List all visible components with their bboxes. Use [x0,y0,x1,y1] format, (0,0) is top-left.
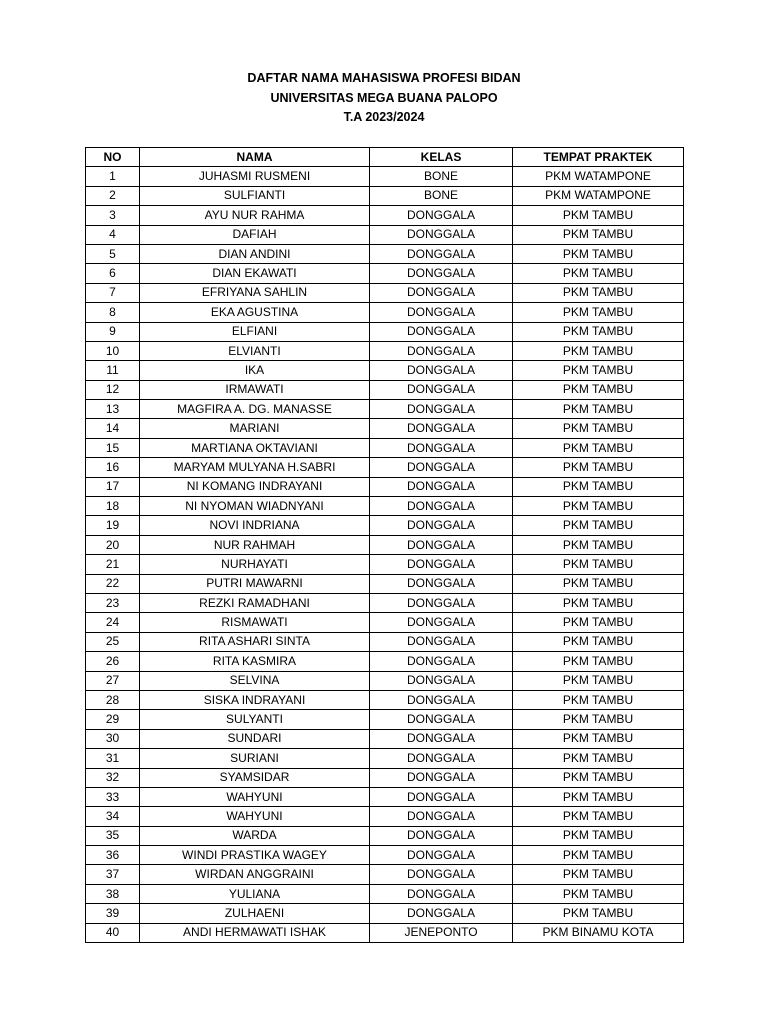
cell-no: 6 [86,264,140,283]
column-header-no: NO [86,148,140,167]
cell-kelas: DONGGALA [370,884,513,903]
cell-no: 3 [86,206,140,225]
table-row [86,690,684,709]
cell-nama: ZULHAENI [140,904,370,923]
cell-no: 24 [86,613,140,632]
cell-kelas: DONGGALA [370,671,513,690]
cell-kelas: DONGGALA [370,535,513,554]
cell-no: 2 [86,186,140,205]
cell-no: 10 [86,341,140,360]
cell-nama: SULFIANTI [140,186,370,205]
cell-tempat-praktek: PKM TAMBU [513,807,684,826]
cell-kelas: DONGGALA [370,749,513,768]
cell-no: 21 [86,555,140,574]
cell-kelas: DONGGALA [370,593,513,612]
table-row [86,400,684,419]
cell-no: 38 [86,884,140,903]
table-row [86,613,684,632]
table-row [86,865,684,884]
cell-no: 5 [86,244,140,263]
cell-nama: YULIANA [140,884,370,903]
cell-nama: WIRDAN ANGGRAINI [140,865,370,884]
cell-no: 7 [86,283,140,302]
table-row [86,497,684,516]
cell-no: 16 [86,458,140,477]
table-row [86,419,684,438]
table-row [86,303,684,322]
table-row [86,787,684,806]
cell-kelas: DONGGALA [370,574,513,593]
table-row [86,322,684,341]
cell-nama: SUNDARI [140,729,370,748]
table-row [86,477,684,496]
cell-nama: JUHASMI RUSMENI [140,167,370,186]
cell-no: 14 [86,419,140,438]
cell-tempat-praktek: PKM BINAMU KOTA [513,923,684,942]
cell-kelas: DONGGALA [370,787,513,806]
cell-no: 40 [86,923,140,942]
cell-kelas: DONGGALA [370,400,513,419]
cell-kelas: DONGGALA [370,283,513,302]
cell-nama: PUTRI MAWARNI [140,574,370,593]
cell-nama: AYU NUR RAHMA [140,206,370,225]
cell-nama: WAHYUNI [140,807,370,826]
table-row [86,807,684,826]
cell-tempat-praktek: PKM TAMBU [513,729,684,748]
cell-nama: SULYANTI [140,710,370,729]
cell-kelas: DONGGALA [370,361,513,380]
cell-tempat-praktek: PKM TAMBU [513,826,684,845]
cell-nama: SURIANI [140,749,370,768]
table-row [86,341,684,360]
cell-kelas: DONGGALA [370,264,513,283]
cell-tempat-praktek: PKM TAMBU [513,438,684,457]
cell-nama: DAFIAH [140,225,370,244]
cell-tempat-praktek: PKM TAMBU [513,341,684,360]
table-row [86,652,684,671]
cell-kelas: DONGGALA [370,380,513,399]
cell-tempat-praktek: PKM TAMBU [513,380,684,399]
cell-nama: DIAN EKAWATI [140,264,370,283]
cell-no: 31 [86,749,140,768]
cell-kelas: DONGGALA [370,710,513,729]
cell-tempat-praktek: PKM TAMBU [513,846,684,865]
cell-kelas: DONGGALA [370,322,513,341]
cell-nama: RITA KASMIRA [140,652,370,671]
cell-tempat-praktek: PKM TAMBU [513,555,684,574]
table-row [86,206,684,225]
cell-nama: RISMAWATI [140,613,370,632]
cell-no: 26 [86,652,140,671]
cell-kelas: DONGGALA [370,341,513,360]
cell-nama: ELVIANTI [140,341,370,360]
cell-nama: WAHYUNI [140,787,370,806]
cell-no: 39 [86,904,140,923]
university-name: UNIVERSITAS MEGA BUANA PALOPO [270,91,498,105]
cell-tempat-praktek: PKM TAMBU [513,206,684,225]
cell-kelas: DONGGALA [370,555,513,574]
cell-tempat-praktek: PKM TAMBU [513,613,684,632]
table-row [86,846,684,865]
cell-tempat-praktek: PKM TAMBU [513,516,684,535]
table-row [86,749,684,768]
cell-kelas: DONGGALA [370,846,513,865]
cell-kelas: BONE [370,167,513,186]
cell-tempat-praktek: PKM TAMBU [513,225,684,244]
cell-nama: REZKI RAMADHANI [140,593,370,612]
cell-no: 1 [86,167,140,186]
cell-no: 9 [86,322,140,341]
cell-kelas: DONGGALA [370,303,513,322]
cell-nama: NOVI INDRIANA [140,516,370,535]
cell-tempat-praktek: PKM TAMBU [513,865,684,884]
table-row [86,923,684,942]
cell-no: 37 [86,865,140,884]
cell-kelas: DONGGALA [370,690,513,709]
cell-nama: MARYAM MULYANA H.SABRI [140,458,370,477]
table-row [86,671,684,690]
cell-kelas: DONGGALA [370,613,513,632]
cell-kelas: DONGGALA [370,225,513,244]
cell-nama: EKA AGUSTINA [140,303,370,322]
cell-no: 11 [86,361,140,380]
table-row [86,264,684,283]
column-header-kelas: KELAS [370,148,513,167]
cell-kelas: JENEPONTO [370,923,513,942]
cell-tempat-praktek: PKM TAMBU [513,904,684,923]
cell-kelas: DONGGALA [370,865,513,884]
cell-tempat-praktek: PKM TAMBU [513,419,684,438]
cell-kelas: DONGGALA [370,477,513,496]
cell-nama: NURHAYATI [140,555,370,574]
cell-tempat-praktek: PKM TAMBU [513,400,684,419]
cell-tempat-praktek: PKM TAMBU [513,264,684,283]
cell-nama: NUR RAHMAH [140,535,370,554]
cell-tempat-praktek: PKM TAMBU [513,283,684,302]
cell-no: 36 [86,846,140,865]
table-row [86,516,684,535]
cell-no: 25 [86,632,140,651]
cell-nama: WINDI PRASTIKA WAGEY [140,846,370,865]
cell-kelas: DONGGALA [370,516,513,535]
table-row [86,361,684,380]
cell-kelas: DONGGALA [370,244,513,263]
table-row [86,574,684,593]
cell-nama: SISKA INDRAYANI [140,690,370,709]
cell-nama: MARIANI [140,419,370,438]
cell-kelas: BONE [370,186,513,205]
cell-nama: DIAN ANDINI [140,244,370,263]
cell-kelas: DONGGALA [370,632,513,651]
cell-nama: MARTIANA OKTAVIANI [140,438,370,457]
table-row [86,438,684,457]
cell-tempat-praktek: PKM TAMBU [513,749,684,768]
cell-tempat-praktek: PKM TAMBU [513,787,684,806]
cell-tempat-praktek: PKM WATAMPONE [513,167,684,186]
table-row [86,458,684,477]
cell-tempat-praktek: PKM WATAMPONE [513,186,684,205]
cell-nama: IKA [140,361,370,380]
cell-nama: NI NYOMAN WIADNYANI [140,497,370,516]
cell-no: 12 [86,380,140,399]
table-row [86,380,684,399]
table-row [86,632,684,651]
cell-nama: RITA ASHARI SINTA [140,632,370,651]
cell-no: 32 [86,768,140,787]
cell-kelas: DONGGALA [370,458,513,477]
cell-tempat-praktek: PKM TAMBU [513,593,684,612]
table-row [86,244,684,263]
cell-no: 23 [86,593,140,612]
cell-nama: ANDI HERMAWATI ISHAK [140,923,370,942]
column-header-tempat-praktek: TEMPAT PRAKTEK [513,148,684,167]
table-row [86,904,684,923]
cell-no: 29 [86,710,140,729]
table-body [86,167,684,943]
cell-kelas: DONGGALA [370,419,513,438]
cell-tempat-praktek: PKM TAMBU [513,574,684,593]
table-row [86,710,684,729]
table-row [86,884,684,903]
cell-tempat-praktek: PKM TAMBU [513,477,684,496]
cell-kelas: DONGGALA [370,807,513,826]
cell-kelas: DONGGALA [370,652,513,671]
cell-tempat-praktek: PKM TAMBU [513,497,684,516]
cell-tempat-praktek: PKM TAMBU [513,303,684,322]
cell-nama: NI KOMANG INDRAYANI [140,477,370,496]
cell-nama: SYAMSIDAR [140,768,370,787]
cell-no: 8 [86,303,140,322]
cell-no: 35 [86,826,140,845]
table-row [86,826,684,845]
cell-no: 13 [86,400,140,419]
table-row [86,729,684,748]
cell-tempat-praktek: PKM TAMBU [513,361,684,380]
cell-tempat-praktek: PKM TAMBU [513,244,684,263]
cell-kelas: DONGGALA [370,438,513,457]
cell-no: 30 [86,729,140,748]
cell-tempat-praktek: PKM TAMBU [513,458,684,477]
cell-kelas: DONGGALA [370,497,513,516]
cell-no: 34 [86,807,140,826]
cell-nama: ELFIANI [140,322,370,341]
cell-nama: EFRIYANA SAHLIN [140,283,370,302]
cell-kelas: DONGGALA [370,768,513,787]
cell-no: 4 [86,225,140,244]
student-table [85,147,684,943]
table-row [86,167,684,186]
cell-tempat-praktek: PKM TAMBU [513,690,684,709]
cell-tempat-praktek: PKM TAMBU [513,884,684,903]
cell-nama: MAGFIRA A. DG. MANASSE [140,400,370,419]
table-row [86,555,684,574]
cell-kelas: DONGGALA [370,904,513,923]
column-header-nama: NAMA [140,148,370,167]
cell-nama: WARDA [140,826,370,845]
table-row [86,535,684,554]
cell-no: 27 [86,671,140,690]
cell-nama: SELVINA [140,671,370,690]
cell-no: 22 [86,574,140,593]
cell-no: 20 [86,535,140,554]
table-header-row [86,148,684,167]
cell-tempat-praktek: PKM TAMBU [513,710,684,729]
cell-no: 28 [86,690,140,709]
table-row [86,186,684,205]
cell-no: 15 [86,438,140,457]
cell-kelas: DONGGALA [370,729,513,748]
table-row [86,225,684,244]
cell-no: 17 [86,477,140,496]
cell-no: 19 [86,516,140,535]
cell-tempat-praktek: PKM TAMBU [513,768,684,787]
academic-year: T.A 2023/2024 [343,110,425,124]
cell-tempat-praktek: PKM TAMBU [513,535,684,554]
cell-tempat-praktek: PKM TAMBU [513,671,684,690]
cell-no: 33 [86,787,140,806]
cell-kelas: DONGGALA [370,206,513,225]
table-row [86,593,684,612]
document-title: DAFTAR NAMA MAHASISWA PROFESI BIDAN [247,71,521,85]
cell-tempat-praktek: PKM TAMBU [513,652,684,671]
cell-nama: IRMAWATI [140,380,370,399]
table-row [86,768,684,787]
cell-tempat-praktek: PKM TAMBU [513,632,684,651]
table-row [86,283,684,302]
cell-tempat-praktek: PKM TAMBU [513,322,684,341]
cell-kelas: DONGGALA [370,826,513,845]
cell-no: 18 [86,497,140,516]
